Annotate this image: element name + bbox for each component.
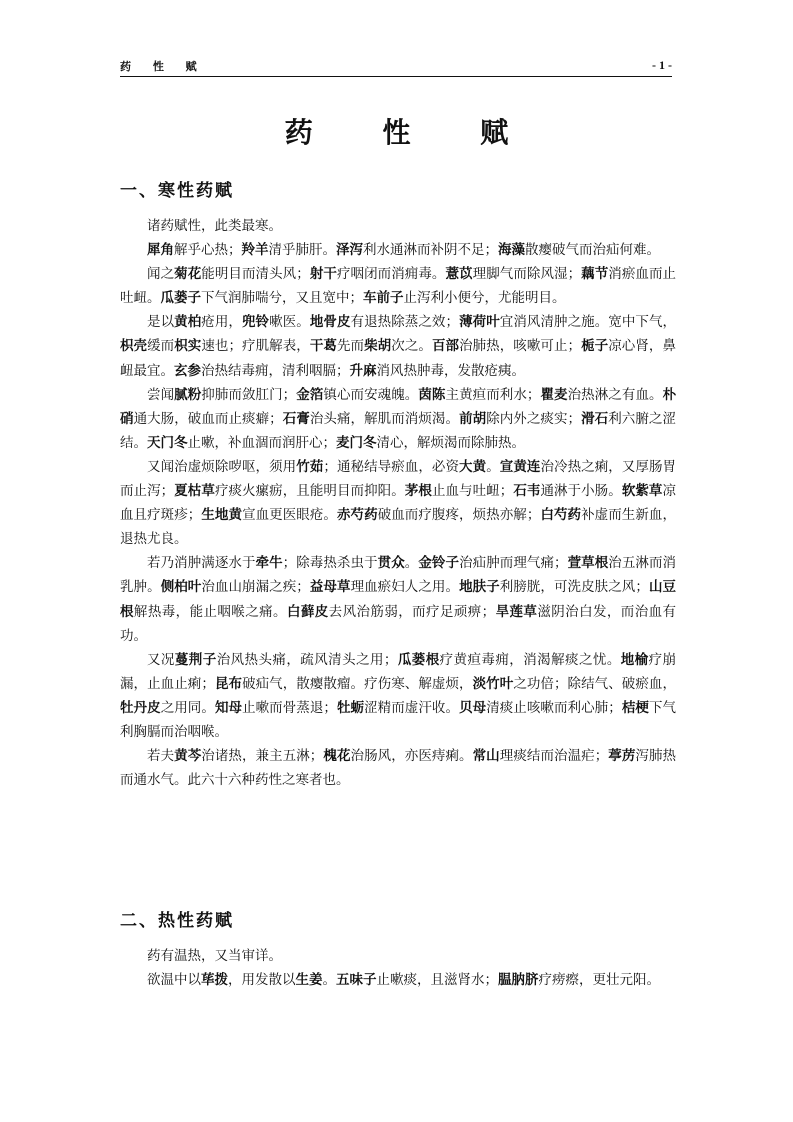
herb-name: 栀子 <box>581 338 609 355</box>
text-run: 止嗽，补血涸而润肝心； <box>187 434 336 451</box>
text-run: 治热结毒痈，清利咽膈； <box>201 362 350 379</box>
herb-name: 藕节 <box>581 266 609 283</box>
herb-name: 荜拨 <box>201 972 228 989</box>
paragraph <box>120 944 676 968</box>
herb-name: 白藓皮 <box>286 603 329 620</box>
herb-name: 牵牛 <box>255 555 283 572</box>
text-run: 治五淋而消乳肿。 <box>120 555 677 596</box>
herb-name: 犀角 <box>147 242 174 259</box>
text-run: 消风热肿毒，发散疮痍。 <box>376 362 525 379</box>
herb-name: 茅根 <box>404 483 432 500</box>
paragraph <box>120 455 676 551</box>
herb-name: 枳壳 <box>120 338 148 355</box>
text-run: 治头痛，解肌而消烦渴。 <box>309 410 460 427</box>
herb-name: 竹茹 <box>296 458 324 475</box>
herb-name: 前胡 <box>459 410 487 427</box>
herb-name: 射干 <box>309 266 337 283</box>
text-run: 有退热除蒸之效； <box>350 314 459 331</box>
text-run: 能明目而清头风； <box>201 266 310 283</box>
herb-name: 宣黄连 <box>499 458 541 475</box>
herb-name: 软紫草 <box>621 483 663 500</box>
text-run: 治肠风，亦医痔痢。 <box>350 748 473 765</box>
herb-name: 黄芩 <box>174 748 202 765</box>
text-run: 止血与吐衄； <box>431 483 514 500</box>
herb-name: 羚羊 <box>241 242 269 259</box>
text-run: 止泻利小便兮，尤能明目。 <box>403 290 566 307</box>
herb-name: 茵陈 <box>418 386 446 403</box>
herb-name: 薄荷叶 <box>459 314 500 331</box>
text-run: 下气润肺喘兮，又且宽中； <box>201 290 363 307</box>
herb-name: 旱莲草 <box>495 603 538 620</box>
herb-name: 黄柏 <box>174 314 202 331</box>
herb-name: 金箔 <box>296 386 324 403</box>
herb-name: 瞿麦 <box>540 386 568 403</box>
herb-name: 麦门冬 <box>336 434 377 451</box>
text-run: 散瘿破气而治疝何难。 <box>525 242 660 259</box>
herb-name: 槐花 <box>323 748 351 765</box>
herb-name: 侧柏叶 <box>160 579 202 596</box>
page-number: - 1 - <box>652 58 672 72</box>
text-run: 涩精而虚汗收。 <box>364 699 460 716</box>
text-run: 去风治筋弱，而疗足顽痹； <box>328 603 496 620</box>
section-heading-cold: 一、寒性药赋 <box>120 181 234 201</box>
text-run: 疗崩漏，止血止痢； <box>120 651 677 692</box>
text-run: 治风热头痛，疏风清头之用； <box>216 651 398 668</box>
herb-name: 薏苡 <box>445 266 473 283</box>
herb-name: 生姜 <box>295 972 323 989</box>
herb-name: 常山 <box>472 748 500 765</box>
section-body-cold <box>120 214 676 792</box>
text-run: 消瘀血而止吐衄。 <box>120 266 677 307</box>
page-title: 药 性 赋 <box>284 116 539 149</box>
herb-name: 泽泻 <box>336 242 363 259</box>
text-run: 清心，解烦渴而除肺热。 <box>376 434 525 451</box>
paragraph <box>120 262 676 310</box>
herb-name: 贝母 <box>459 699 487 716</box>
herb-name: 升麻 <box>349 362 377 379</box>
text-run: 解乎心热； <box>174 242 242 259</box>
herb-name: 白芍药 <box>540 507 582 524</box>
text-run: 。 <box>404 555 419 572</box>
herb-name: 滑石 <box>581 410 609 427</box>
herb-name: 腻粉 <box>174 386 202 403</box>
paragraph <box>120 238 676 262</box>
paragraph <box>120 968 676 992</box>
text-run: 之用同。 <box>160 699 215 716</box>
herb-name: 兜铃 <box>241 314 270 331</box>
text-run: 利水通淋而补阴不足； <box>363 242 498 259</box>
herb-name: 山豆根 <box>120 579 676 620</box>
herb-name: 石膏 <box>282 410 310 427</box>
text-run: ，用发散以 <box>228 972 296 989</box>
herb-name: 知母 <box>214 699 243 716</box>
paragraph <box>120 383 676 455</box>
text-run: ；除毒热杀虫于 <box>282 555 378 572</box>
text-run: 先而 <box>337 338 365 355</box>
text-run: 通大肠，破血而止痰癖； <box>133 410 283 427</box>
text-run: 通淋于小肠。 <box>540 483 622 500</box>
text-run: 宜消风清肿之施。宽中下气， <box>499 314 677 331</box>
herb-name: 牡丹皮 <box>120 699 161 716</box>
herb-name: 赤芍药 <box>337 507 378 524</box>
herb-name: 地骨皮 <box>309 314 351 331</box>
herb-name: 车前子 <box>363 290 404 307</box>
text-run: 破血而疗腹疼，烦热亦解； <box>377 507 541 524</box>
section-body-hot <box>120 944 676 992</box>
text-run: 止嗽痰，且滋肾水； <box>376 972 498 989</box>
text-run: 若乃消肿满逐水于 <box>147 555 256 572</box>
herb-name: 瓜蒌根 <box>397 651 440 668</box>
paragraph <box>120 310 676 382</box>
text-run: 破疝气，散瘿散瘤。疗伤寒、解虚烦， <box>242 675 473 692</box>
text-run: 利膀胱，可洗皮肤之风； <box>499 579 649 596</box>
herb-name: 菊花 <box>174 266 202 283</box>
herb-name: 萱草根 <box>567 555 609 572</box>
herb-name: 贯众 <box>377 555 405 572</box>
paragraph <box>120 744 676 792</box>
text-run: 药有温热，又当审详。 <box>147 948 282 964</box>
text-run: 补虚而生新血，退热尤良。 <box>120 507 676 548</box>
herb-name: 五味子 <box>336 972 377 989</box>
text-run: 欲温中以 <box>147 972 201 989</box>
text-run: 抑肺而敛肛门； <box>201 386 297 403</box>
text-run: 理血瘀妇人之用。 <box>350 579 460 596</box>
text-run: 泻肺热而通水气。此六十六种药性之寒者也。 <box>120 748 677 789</box>
text-run: 利六腑之涩结。 <box>120 410 676 451</box>
text-run: 缓而 <box>147 338 175 355</box>
text-run: 诸药赋性，此类最寒。 <box>147 218 282 234</box>
text-run: 理痰结而治温疟； <box>499 748 609 765</box>
herb-name: 葶苈 <box>608 748 636 765</box>
herb-name: 朴硝 <box>120 386 677 427</box>
text-run: 主黄疸而利水； <box>445 386 541 403</box>
text-run: 是以 <box>147 314 175 331</box>
text-run: 嗽医。 <box>269 314 310 331</box>
herb-name: 淡竹叶 <box>472 675 514 692</box>
herb-name: 昆布 <box>214 675 243 692</box>
herb-name: 地肤子 <box>459 579 500 596</box>
text-run: 又闻治虚烦除哕呕，须用 <box>147 458 297 475</box>
herb-name: 夏枯草 <box>174 483 215 500</box>
text-run: 疗痰火瘰疬，且能明目而抑阳。 <box>214 483 405 500</box>
paragraph <box>120 214 676 238</box>
text-run: 速也；疗肌解表， <box>201 338 310 355</box>
text-run: 理脚气而除风湿； <box>472 266 582 283</box>
herb-name: 牡蛎 <box>336 699 365 716</box>
text-run: 又况 <box>147 651 175 668</box>
herb-name: 瓜蒌子 <box>160 290 201 307</box>
text-run: 清痰止咳嗽而利心肺； <box>486 699 622 716</box>
herb-name: 玄参 <box>174 362 201 379</box>
text-run: 凉血且疗斑疹； <box>120 483 676 524</box>
text-run: 治诸热，兼主五淋； <box>201 748 324 765</box>
herb-name: 益母草 <box>309 579 351 596</box>
text-run: 除内外之痰实； <box>486 410 582 427</box>
page-header <box>120 56 672 77</box>
text-run: 治热淋之有血。 <box>567 386 663 403</box>
text-run: 闻之 <box>147 266 175 283</box>
text-run: 疮用， <box>201 314 242 331</box>
text-run: 滋阴治白发，而治血有功。 <box>120 603 677 644</box>
section-heading-hot: 二、热性药赋 <box>120 911 234 931</box>
text-run: 清乎肺肝。 <box>268 242 336 259</box>
text-run: ；通秘结导瘀血，必资 <box>323 458 460 475</box>
text-run: 。 <box>486 458 500 475</box>
text-run: 解热毒，能止咽喉之痛。 <box>133 603 287 620</box>
herb-name: 海藻 <box>498 242 525 259</box>
text-run: 治血山崩漏之疾； <box>201 579 310 596</box>
text-run: 疗痨瘵，更壮元阳。 <box>538 972 660 989</box>
herb-name: 生地黄 <box>201 507 243 524</box>
text-run: 尝闻 <box>147 386 175 403</box>
herb-name: 石韦 <box>513 483 541 500</box>
text-run: 疗黄疸毒痈，消渴解痰之忧。 <box>439 651 621 668</box>
text-run: 下气利胸膈而治咽喉。 <box>120 699 676 740</box>
herb-name: 蔓荆子 <box>174 651 217 668</box>
herb-name: 柴胡 <box>364 338 392 355</box>
text-run: 镇心而安魂魄。 <box>323 386 419 403</box>
text-run: 凉心肾，鼻衄最宜。 <box>120 338 676 379</box>
header-title: 药 性 赋 <box>120 60 206 73</box>
herb-name: 天门冬 <box>147 434 188 451</box>
text-run: 疗咽闭而消痈毒。 <box>336 266 446 283</box>
herb-name: 桔梗 <box>621 699 649 716</box>
herb-name: 腽肭脐 <box>498 972 539 989</box>
text-run: 治冷热之痢，又厚肠胃而止泻； <box>120 458 677 500</box>
text-run: 。 <box>322 972 336 989</box>
text-run: 次之。 <box>391 338 432 355</box>
text-run: 若夫 <box>147 748 175 765</box>
text-run: 之功倍；除结气、破瘀血， <box>513 675 676 692</box>
text-run: 止嗽而骨蒸退； <box>242 699 337 716</box>
herb-name: 大黄 <box>459 458 487 475</box>
text-run: 治疝肿而理气痛； <box>459 555 568 572</box>
herb-name: 干葛 <box>309 338 337 355</box>
text-run: 宣血更医眼疮。 <box>242 507 337 524</box>
herb-name: 百部 <box>431 338 460 355</box>
herb-name: 枳实 <box>174 338 202 355</box>
herb-name: 金铃子 <box>418 555 460 572</box>
paragraph <box>120 648 676 744</box>
text-run: 治肺热，咳嗽可止； <box>459 338 582 355</box>
herb-name: 地榆 <box>620 651 649 668</box>
paragraph <box>120 551 676 647</box>
